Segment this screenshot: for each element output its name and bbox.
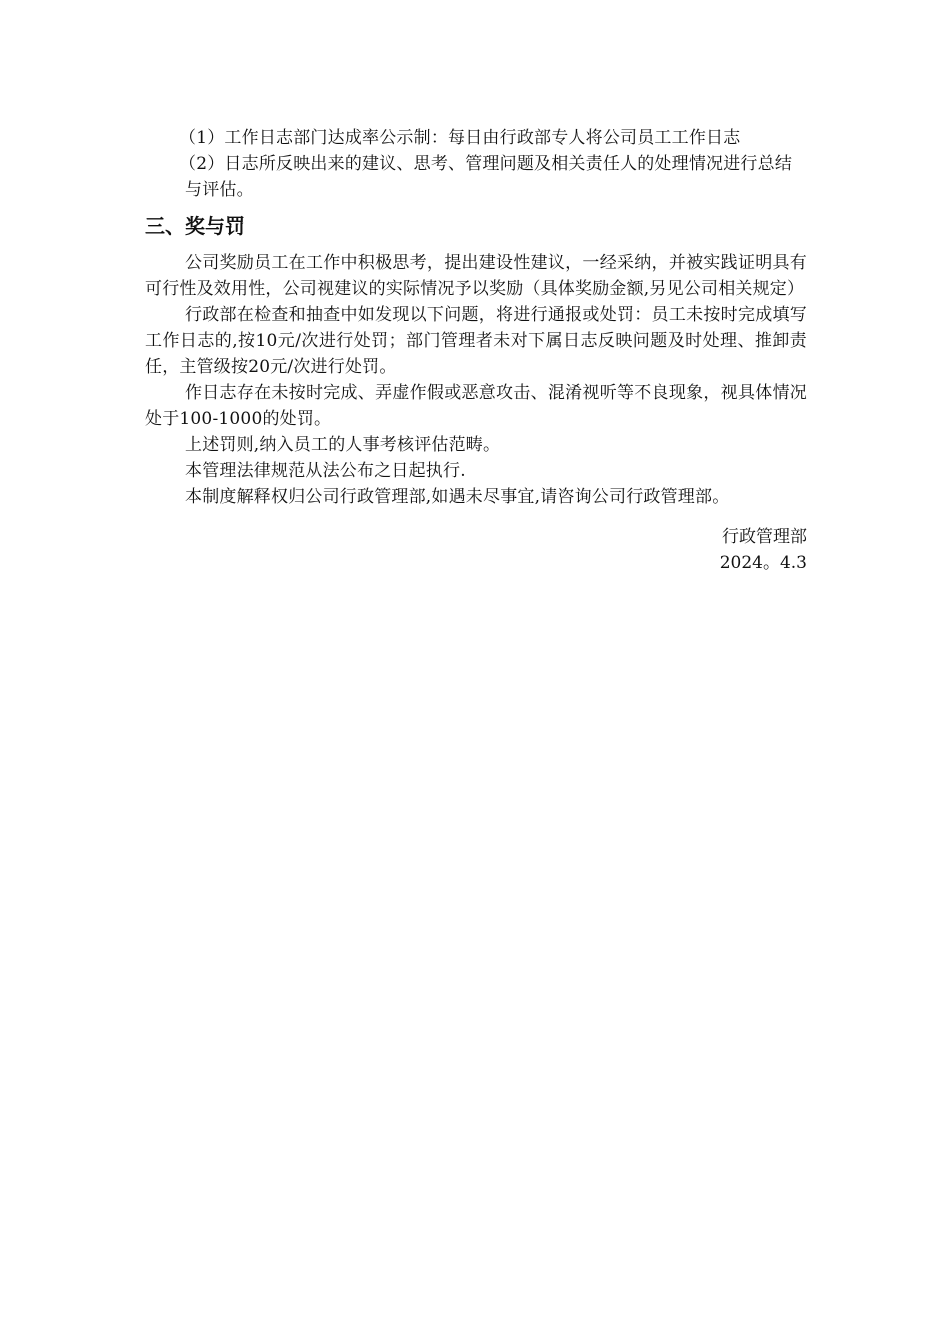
list-item-1: （1）工作日志部门达成率公示制：每日由行政部专人将公司员工工作日志 [179,128,741,148]
signature-block [720,524,807,576]
paragraph-reward: 公司奖励员工在工作中积极思考，提出建设性建议，一经采纳，并被实践证明具有可行性及效用性，公司视建议的实际情况予以奖励（具体奖励金额,另见公司相关规定） [145,253,807,299]
paragraph-effective: 本管理法律规范从法公布之日起执行. [185,461,466,481]
body-paragraphs [145,250,807,510]
list-item-2: （2）日志所反映出来的建议、思考、管理问题及相关责任人的处理情况进行总结与评估。 [179,154,793,200]
paragraph-penalty: 行政部在检查和抽查中如发现以下问题，将进行通报或处罚：员工未按时完成填写工作日志的,按10元/次进行处罚；部门管理者未对下属日志反映问题及时处理、推卸责任，主管级按20元/次进行处罚。 [145,305,807,377]
signature-date: 2024。4.3 [719,553,807,573]
paragraph-interpretation: 本制度解释权归公司行政管理部,如遇未尽事宜,请咨询公司行政管理部。 [185,487,730,507]
paragraph-assessment: 上述罚则,纳入员工的人事考核评估范畴。 [185,435,501,455]
top-list [145,125,807,203]
paragraph-misconduct: 作日志存在未按时完成、弄虚作假或恶意攻击、混淆视听等不良现象，视具体情况处于100-1000的处罚。 [145,383,807,429]
section-title: 三、奖与罚 [145,214,245,238]
signature-department: 行政管理部 [722,527,807,547]
